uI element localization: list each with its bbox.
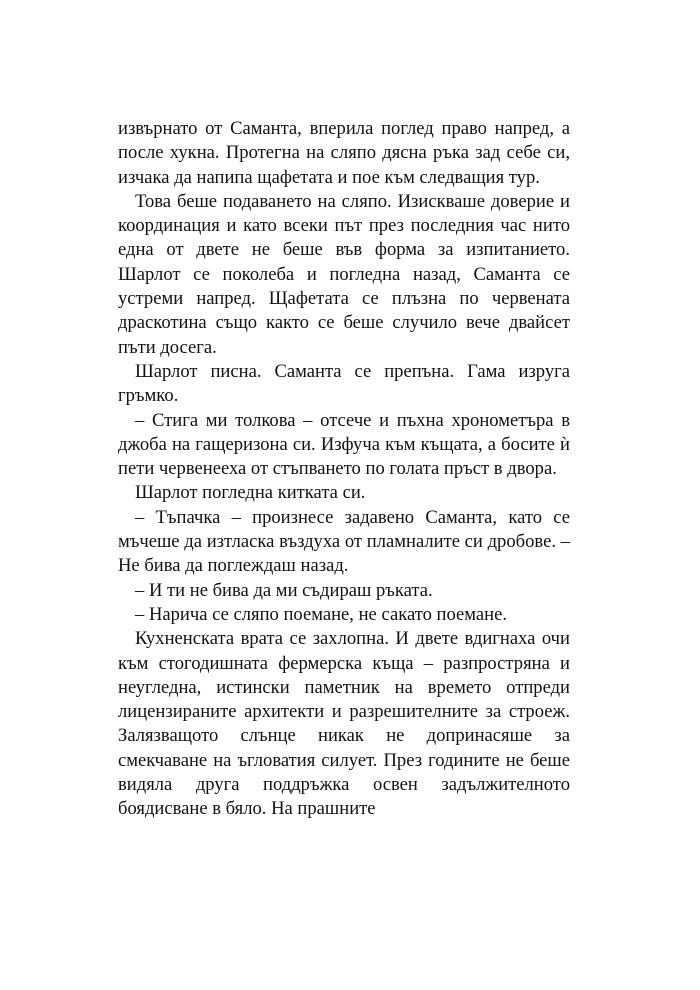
paragraph-9: Кухненската врата се захлопна. И двете вдигнаха очи към стогодишната фермерска къща – разпростряна и неугледна, истински паметник на времето отпреди лицензираните архитекти и разрешителните за строеж. Залязващото слънце никак не допринасяше за смекчаване на ъгловатия силует. През годините не беше видяла друга поддръжка освен задължителното боядисване в бяло. На прашните [118,628,570,820]
paragraph-7: – И ти не бива да ми съдираш ръката. [135,579,433,601]
paragraph-8: – Нарича се сляпо поемане, не сакато поемане. [135,603,508,625]
paragraph-6: – Тъпачка – произнесе задавено Саманта, като се мъчеше да изтласка въздуха от пламналите си дробове. – Не бива да поглеждаш назад. [118,506,570,577]
paragraph-4: – Стига ми толкова – отсече и пъхна хронометъра в джоба на гащеризона си. Изфуча към къщата, а босите ѝ пети червенееха от стъпването по голата пръст в двора. [118,409,570,480]
body-text [118,117,570,822]
paragraph-5: Шарлот погледна китката си. [135,482,366,504]
paragraph-2: Това беше подаването на сляпо. Изискваше доверие и координация и като всеки път през последния час нито една от двете не беше във форма за изпитанието. Шарлот се поколеба и погледна назад, Саманта се устреми напред. Щафетата се плъзна по червената драскотина също както се беше случило вече двайсет пъти досега. [118,190,570,358]
paragraph-3: Шарлот писна. Саманта се препъна. Гама изруга гръмко. [118,360,570,407]
paragraph-1: извърнато от Саманта, вперила поглед право напред, а после хукна. Протегна на сляпо дясна ръка зад себе си, изчака да напипа щафетата и пое към следващия тур. [118,118,570,188]
